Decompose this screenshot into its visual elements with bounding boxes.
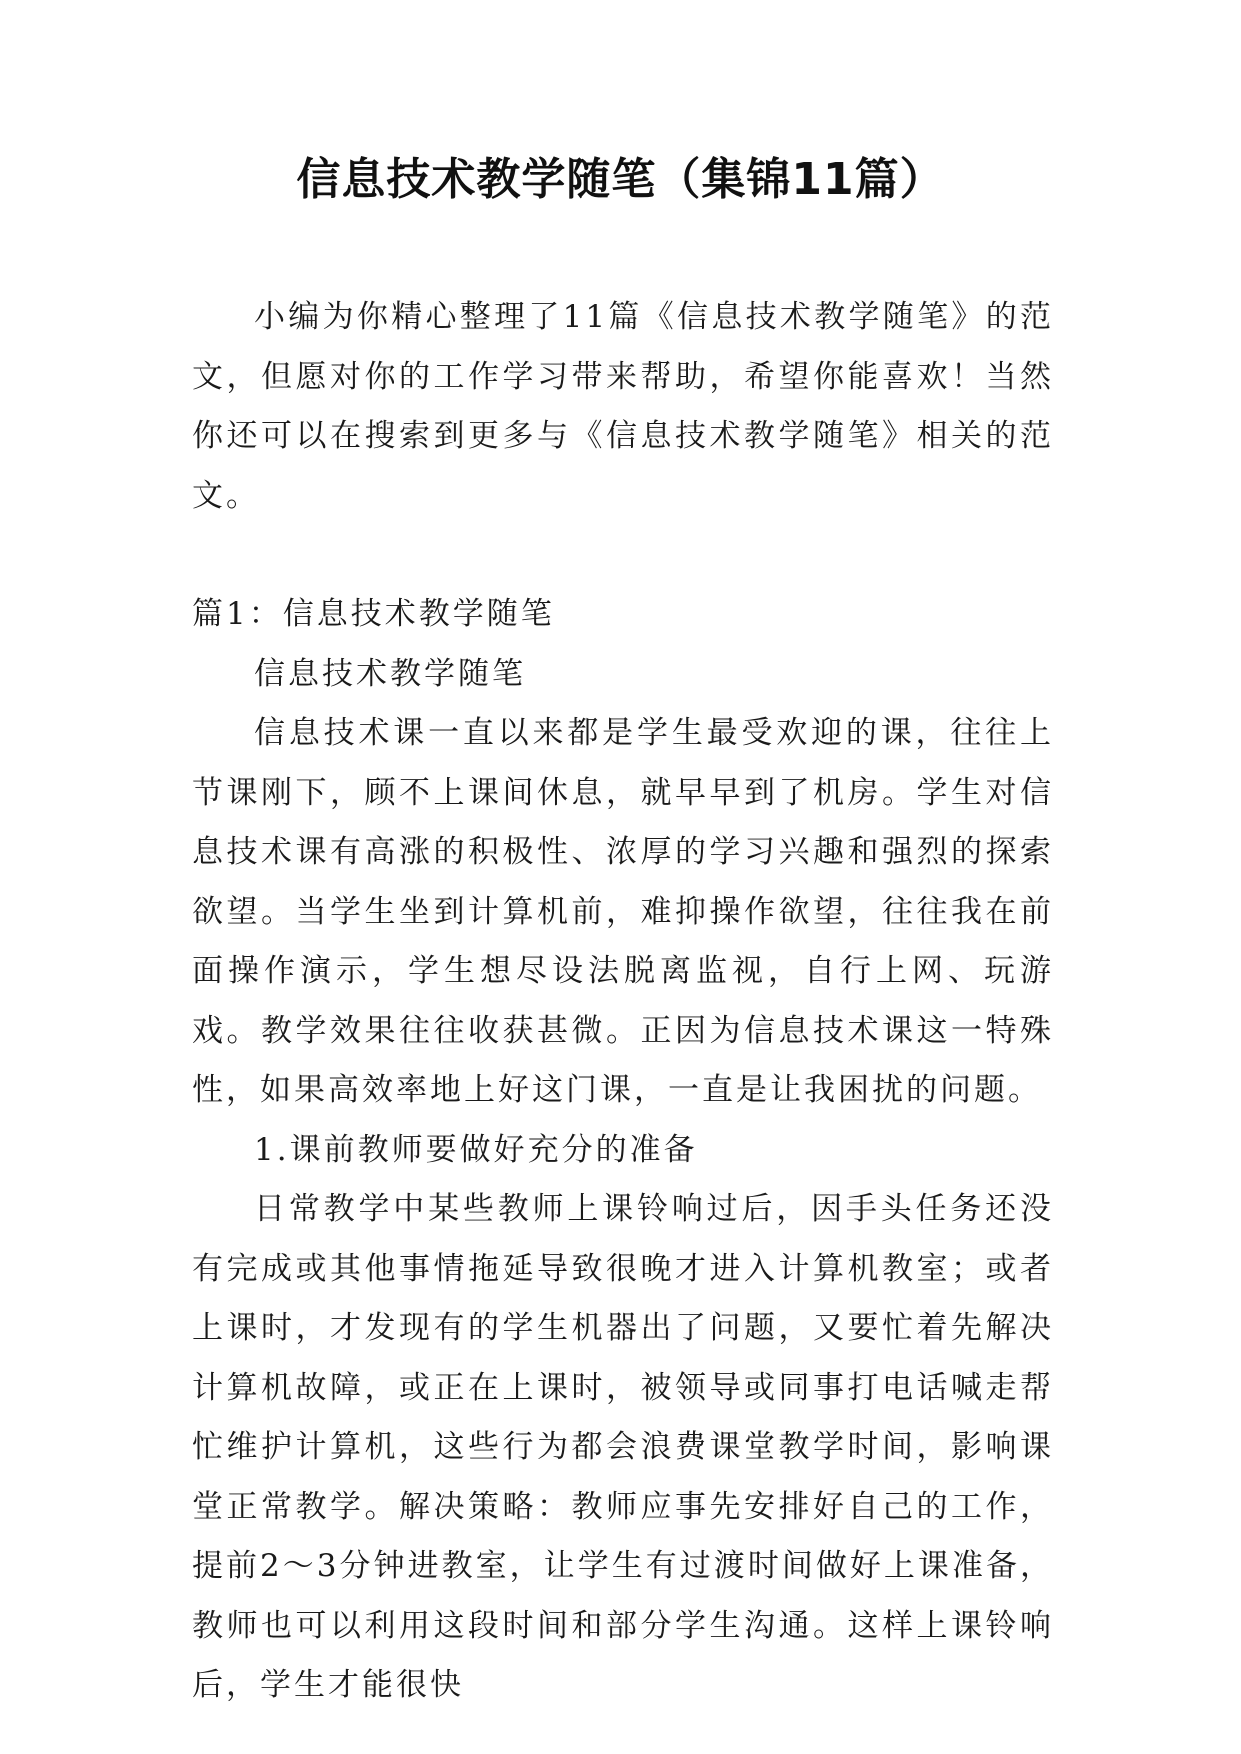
intro-paragraph: 小编为你精心整理了11篇《信息技术教学随笔》的范文，但愿对你的工作学习带来帮助，希望你能喜欢！当然你还可以在搜索到更多与《信息技术教学随笔》相关的范文。 <box>192 299 1054 514</box>
document-body <box>192 288 1054 1716</box>
body-paragraph-2: 日常教学中某些教师上课铃响过后，因手头任务还没有完成或其他事情拖延导致很晚才进入计算机教室；或者上课时，才发现有的学生机器出了问题，又要忙着先解决计算机故障，或正在上课时，被领导或同事打电话喊走帮忙维护计算机，这些行为都会浪费课堂教学时间，影响课堂正常教学。解决策略：教师应事先安排好自己的工作，提前2～3分钟进教室，让学生有过渡时间做好上课准备，教师也可以利用这段时间和部分学生沟通。这样上课铃响后，学生才能很快 <box>192 1191 1054 1703</box>
subheading-1: 1.课前教师要做好充分的准备 <box>254 1131 698 1168</box>
article-title: 信息技术教学随笔 <box>254 655 526 692</box>
document-title: 信息技术教学随笔（集锦11篇） <box>296 154 945 205</box>
section-heading: 篇1：信息技术教学随笔 <box>192 596 555 632</box>
paragraph-gap <box>192 526 1054 585</box>
body-paragraph-1: 信息技术课一直以来都是学生最受欢迎的课，往往上节课刚下，顾不上课间休息，就早早到了机房。学生对信息技术课有高涨的积极性、浓厚的学习兴趣和强烈的探索欲望。当学生坐到计算机前，难抑操作欲望，往往我在前面操作演示，学生想尽设法脱离监视，自行上网、玩游戏。教学效果往往收获甚微。正因为信息技术课这一特殊性，如果高效率地上好这门课，一直是让我困扰的问题。 <box>192 715 1054 1108</box>
